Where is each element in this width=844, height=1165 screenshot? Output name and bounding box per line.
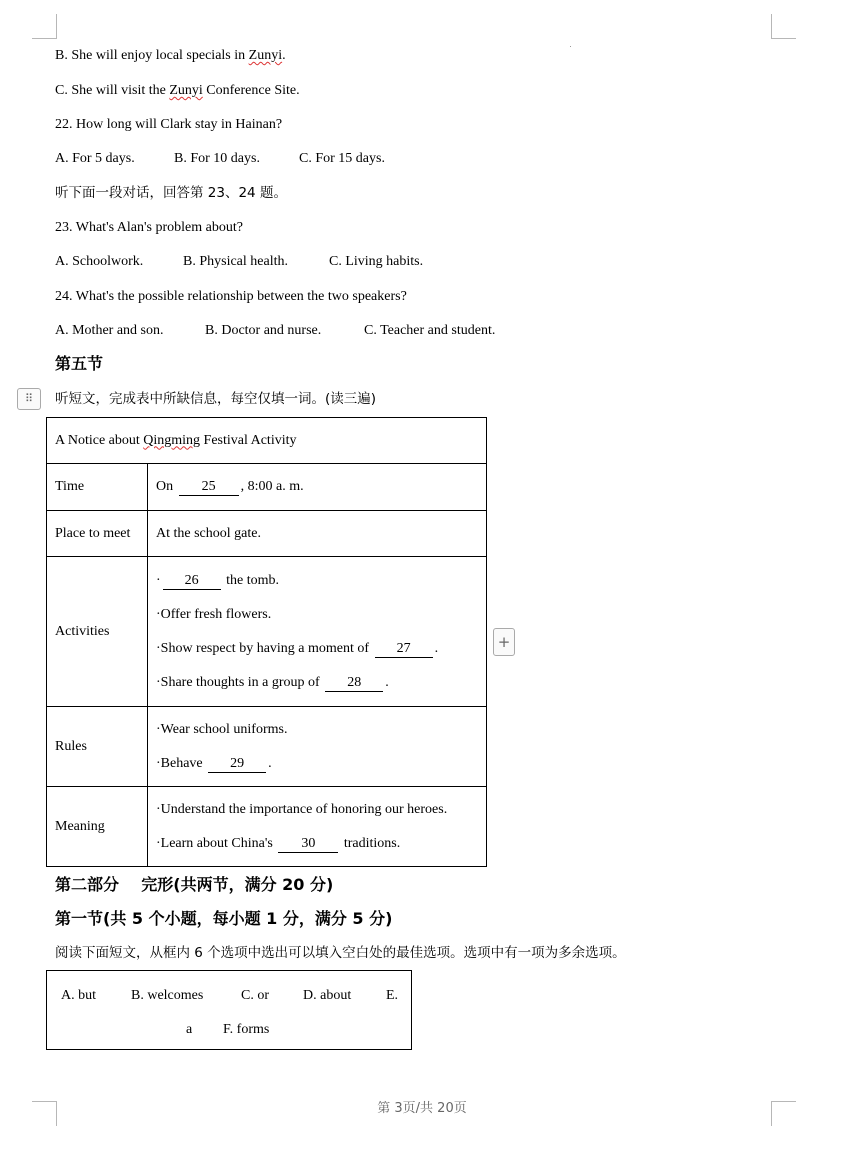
rule-2-end: .	[268, 755, 272, 771]
rules-value	[148, 707, 487, 787]
activity-1	[156, 572, 478, 590]
place-value: At the school gate.	[148, 511, 487, 557]
part2-instruction: 阅读下面短文，从框内 6 个选项中选出可以填入空白处的最佳选项。选项中有一项为多余选项。	[55, 945, 626, 961]
table-row	[47, 557, 487, 707]
q21-option-b-end: .	[282, 48, 286, 63]
q23-options	[55, 253, 423, 271]
q21-option-b	[55, 47, 286, 65]
activity-3-text: ·Show respect by having a moment of	[156, 640, 370, 656]
option-e: E.	[386, 988, 399, 1003]
q24-option-c: C. Teacher and student.	[364, 323, 496, 338]
option-e-text: a	[186, 1022, 193, 1037]
blank-25[interactable]: 25	[179, 479, 239, 496]
q22-text: 22. How long will Clark stay in Hainan?	[55, 117, 283, 132]
notice-title-text: A Notice about	[55, 432, 144, 448]
blank-26[interactable]: 26	[163, 573, 221, 590]
q23-text: 23. What's Alan's problem about?	[55, 220, 243, 235]
q24-options	[55, 322, 495, 340]
table-row	[47, 464, 487, 511]
q21-option-c	[55, 82, 300, 100]
activities-label: Activities	[47, 557, 148, 707]
time-post: , 8:00 a. m.	[240, 479, 304, 494]
spell-flagged-word: Zunyi	[248, 48, 283, 63]
part2-section1-title: 第一节(共 5 个小题，每小题 1 分，满分 5 分)	[55, 909, 393, 928]
rule-2-text: ·Behave	[156, 755, 203, 771]
section5-instruction: 听短文，完成表中所缺信息，每空仅填一词。(读三遍)	[55, 391, 377, 407]
option-d: D. about	[303, 988, 352, 1003]
meaning-2-end: traditions.	[343, 835, 401, 851]
option-b: B. welcomes	[131, 988, 204, 1003]
blank-30[interactable]: 30	[278, 836, 338, 853]
q24-option-b: B. Doctor and nurse.	[205, 323, 322, 338]
option-a: A. but	[61, 988, 96, 1003]
meaning-1: ·Understand the importance of honoring our heroes.	[156, 801, 448, 817]
place-label: Place to meet	[47, 511, 148, 557]
q22-option-b: B. For 10 days.	[174, 151, 260, 166]
option-c: C. or	[241, 988, 269, 1003]
rule-2	[156, 755, 478, 773]
page-corner-mark-top-left	[32, 14, 57, 39]
meaning-value	[148, 787, 487, 867]
table-row	[47, 787, 487, 867]
add-row-icon[interactable]: +	[493, 628, 515, 656]
activity-1-text: the tomb.	[226, 572, 280, 588]
rule-1: ·Wear school uniforms.	[156, 721, 288, 737]
rules-label: Rules	[47, 707, 148, 787]
q22-options	[55, 150, 385, 168]
page-corner-mark-top-right	[771, 14, 796, 39]
options-row-1	[61, 987, 398, 1005]
activity-4	[156, 674, 478, 692]
options-row-2	[186, 1021, 269, 1039]
activity-1-bullet: ·	[156, 572, 161, 588]
section5-title: 第五节	[55, 354, 104, 373]
table-row	[47, 707, 487, 787]
table-drag-handle-icon[interactable]: ⠿	[17, 388, 41, 410]
notice-title-end: Festival Activity	[200, 432, 297, 448]
meaning-2-text: ·Learn about China's	[156, 835, 273, 851]
spell-flagged-word: Zunyi	[169, 83, 203, 98]
q23-option-c: C. Living habits.	[329, 254, 424, 269]
activity-3	[156, 640, 478, 658]
notice-title-cell	[47, 418, 487, 464]
activity-4-end: .	[385, 674, 389, 690]
q21-option-b-text: B. She will enjoy local specials in	[55, 48, 249, 63]
meaning-2	[156, 835, 478, 853]
table-row	[47, 511, 487, 557]
q24-option-a: A. Mother and son.	[55, 323, 164, 338]
blank-27[interactable]: 27	[375, 641, 433, 658]
q21-option-c-text: C. She will visit the	[55, 83, 170, 98]
time-value	[148, 464, 487, 511]
q22-option-a: A. For 5 days.	[55, 151, 135, 166]
stray-dot	[570, 46, 571, 47]
q22-option-c: C. For 15 days.	[299, 151, 385, 166]
page-footer: 第 3页/共 20页	[377, 1101, 467, 1116]
time-label: Time	[47, 464, 148, 511]
activity-3-end: .	[434, 640, 439, 656]
option-f: F. forms	[223, 1022, 270, 1037]
time-pre: On	[156, 479, 174, 494]
q23-option-b: B. Physical health.	[183, 254, 288, 269]
activities-value	[148, 557, 487, 707]
q24-text: 24. What's the possible relationship between the two speakers?	[55, 289, 407, 304]
activity-2: ·Offer fresh flowers.	[156, 606, 272, 622]
meaning-label: Meaning	[47, 787, 148, 867]
instruction-23-24: 听下面一段对话，回答第 23、24 题。	[55, 185, 287, 201]
q23-option-a: A. Schoolwork.	[55, 254, 144, 269]
q21-option-c-end: Conference Site.	[202, 83, 300, 98]
options-box	[46, 970, 412, 1050]
table-row	[47, 418, 487, 464]
part2-title: 第二部分 完形(共两节，满分 20 分)	[55, 875, 334, 894]
blank-29[interactable]: 29	[208, 756, 266, 773]
activity-4-text: ·Share thoughts in a group of	[156, 674, 320, 690]
blank-28[interactable]: 28	[325, 675, 383, 692]
spell-flagged-word: Qingming	[143, 432, 201, 448]
notice-table	[46, 417, 487, 867]
